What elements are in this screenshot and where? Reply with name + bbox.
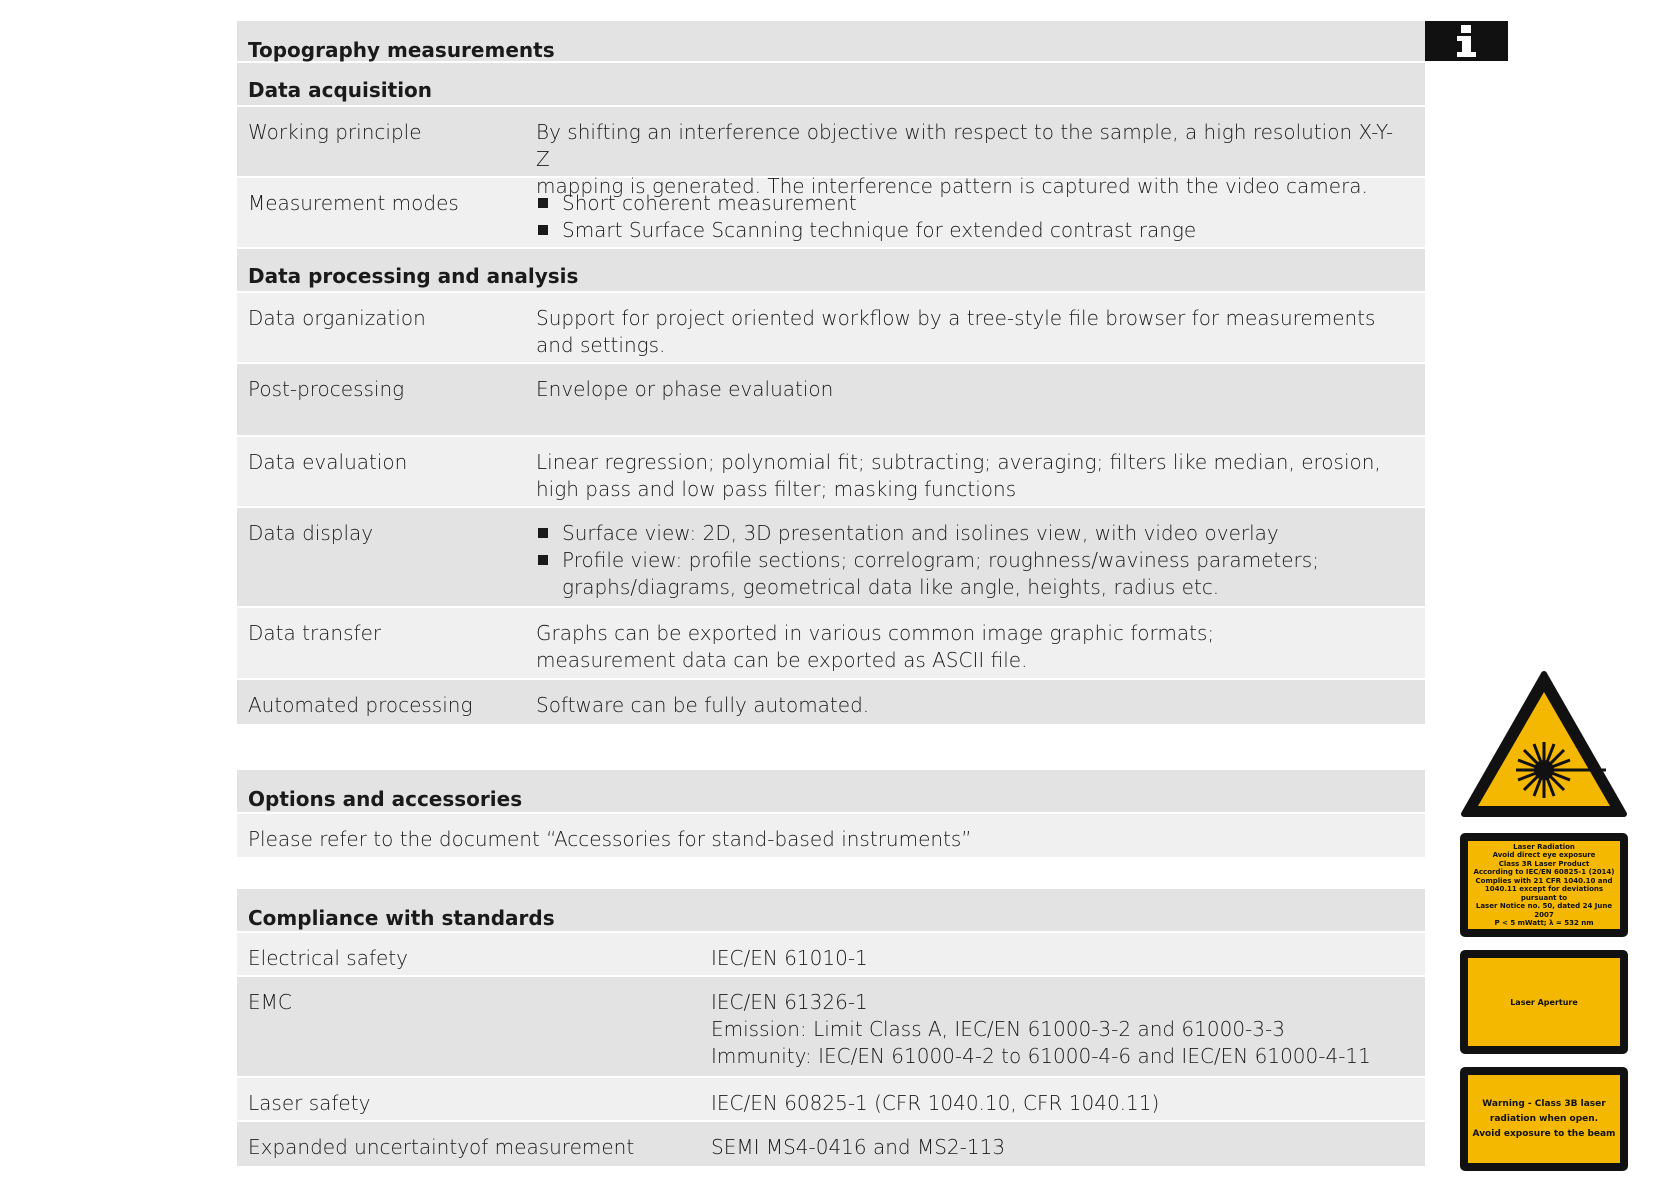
row-value: IEC/EN 60825-1 (CFR 1040.10, CFR 1040.11) [711, 1091, 1160, 1115]
info-glyph-icon [1455, 25, 1479, 57]
row-value [536, 692, 1425, 724]
table-row [237, 608, 1425, 680]
row-value [536, 449, 1425, 506]
row-label: Expanded uncertaintyof measurement [248, 1135, 635, 1159]
table-row [237, 508, 1425, 608]
info-icon [1425, 21, 1508, 61]
plate-line: Laser Notice no. 50, dated 24 June 2007 [1475, 902, 1613, 919]
row-value [536, 305, 1425, 362]
bullet-text: Surface view: 2D, 3D presentation and isolines view, with video overlay [562, 521, 1279, 545]
plate-line: 1040.11 except for deviations pursuant to [1484, 885, 1604, 902]
subsection-title-processing: Data processing and analysis [237, 249, 1425, 293]
plate-line: P < 5 mWatt; λ = 532 nm [1494, 919, 1594, 927]
options-table [237, 770, 1425, 857]
plate-line: Avoid direct eye exposure [1492, 851, 1596, 859]
table-row [237, 977, 1425, 1078]
bullet-square-icon [538, 198, 548, 208]
value-line: measurement data can be exported as ASCII file. [536, 648, 1028, 672]
value-line: By shifting an interference objective with respect to the sample, a high resolution X-Y-Z [536, 120, 1394, 171]
row-label: Measurement modes [248, 191, 459, 215]
row-label: Data organization [248, 306, 426, 330]
bullet-item [536, 520, 1405, 547]
table-row [237, 680, 1425, 724]
laser-aperture-label [1460, 950, 1628, 1054]
bullet-continuation: graphs/diagrams, geometrical data like angle, heights, radius etc. [562, 575, 1220, 599]
row-value [536, 520, 1425, 606]
plate-line: Class 3R Laser Product [1498, 859, 1590, 868]
row-label: EMC [248, 990, 292, 1014]
table-row [237, 1078, 1425, 1122]
value-line: Support for project oriented workflow by a tree-style file browser for measurements [536, 306, 1376, 330]
bullet-text: Smart Surface Scanning technique for extended contrast range [562, 218, 1197, 242]
row-value: Please refer to the document “Accessories for stand-based instruments” [248, 827, 972, 851]
row-value: IEC/EN 61010-1 [711, 946, 868, 970]
bullet-square-icon [538, 528, 548, 538]
bullet-item [536, 547, 1405, 574]
plate-line: According to IEC/EN 60825-1 (2014) [1473, 868, 1615, 876]
row-label: Electrical safety [248, 946, 408, 970]
row-label: Data transfer [248, 621, 382, 645]
row-value [536, 190, 1425, 247]
row-value [536, 119, 1425, 198]
section-title-topography: Topography measurements [237, 21, 1425, 63]
section-title-options: Options and accessories [237, 770, 1425, 814]
compliance-table [237, 889, 1425, 1166]
laser-aperture-label-text: Laser Aperture [1467, 957, 1621, 1047]
row-label: Working principle [248, 120, 422, 144]
row-label: Data display [248, 521, 374, 545]
row-value: SEMI MS4-0416 and MS2-113 [711, 1135, 1006, 1159]
value-line: Envelope or phase evaluation [536, 377, 834, 401]
row-label: Automated processing [248, 693, 473, 717]
subsection-title-acquisition: Data acquisition [237, 63, 1425, 107]
table-row [237, 107, 1425, 198]
topography-table [237, 21, 1425, 724]
value-line: high pass and low pass filter; masking functions [536, 477, 1017, 501]
row-value [536, 620, 1425, 678]
row-label: Post-processing [248, 377, 405, 401]
bullet-item [536, 190, 1405, 217]
plate-line: Laser Radiation [1513, 842, 1575, 851]
row-value [711, 989, 1425, 1076]
plate-line: radiation when open. [1489, 1113, 1599, 1124]
value-line: IEC/EN 61326-1 [711, 990, 868, 1014]
value-line: Software can be fully automated. [536, 693, 870, 717]
laser-class-warning-label-text [1467, 1074, 1621, 1164]
value-line: Linear regression; polynomial fit; subtracting; averaging; filters like median, erosion, [536, 450, 1381, 474]
row-value [536, 376, 1425, 435]
table-row [237, 437, 1425, 508]
bullet-text: Profile view: profile sections; correlogram; roughness/waviness parameters; [562, 548, 1319, 572]
row-label: Data evaluation [248, 450, 408, 474]
value-line: Immunity: IEC/EN 61000-4-2 to 61000-4-6 and IEC/EN 61000-4-11 [711, 1044, 1371, 1068]
bullet-square-icon [538, 555, 548, 565]
section-title-compliance: Compliance with standards [237, 889, 1425, 933]
value-line: Graphs can be exported in various common image graphic formats; [536, 621, 1215, 645]
laser-warning-triangle-icon [1460, 670, 1628, 820]
table-row [237, 364, 1425, 437]
table-row [237, 1122, 1425, 1166]
row-label: Laser safety [248, 1091, 371, 1115]
laser-radiation-label-text [1467, 840, 1621, 930]
laser-radiation-label [1460, 833, 1628, 937]
plate-line: Complies with 21 CFR 1040.10 and [1475, 876, 1613, 885]
value-line: mapping is generated. The interference pattern is captured with the video camera. [536, 174, 1368, 198]
bullet-text: Short coherent measurement [562, 191, 857, 215]
bullet-square-icon [538, 225, 548, 235]
plate-line: Warning - Class 3B laser [1482, 1098, 1606, 1109]
table-row [237, 933, 1425, 977]
plate-line: Avoid exposure to the beam [1472, 1128, 1616, 1139]
table-row [237, 814, 1425, 857]
value-line: and settings. [536, 333, 666, 357]
laser-class-warning-label [1460, 1067, 1628, 1171]
value-line: Emission: Limit Class A, IEC/EN 61000-3-2 and 61000-3-3 [711, 1017, 1285, 1041]
bullet-item [536, 217, 1405, 244]
table-row [237, 293, 1425, 364]
